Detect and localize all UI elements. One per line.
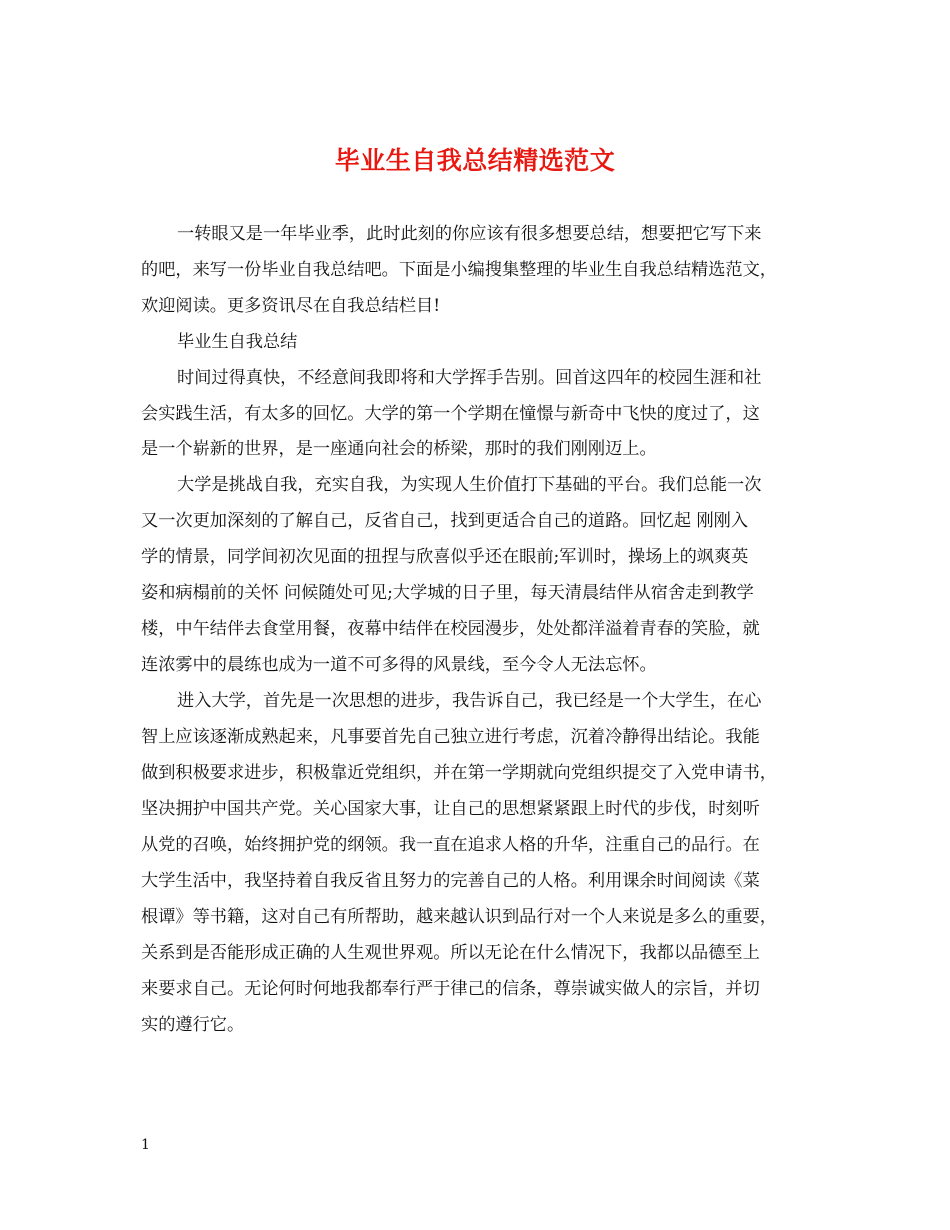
body-line: 实的遵行它。	[141, 1015, 245, 1035]
body-line: 学的情景，同学间初次见面的扭捏与欣喜似乎还在眼前;军训时，操场上的飒爽英	[141, 547, 749, 567]
body-line: 做到积极要求进步，积极靠近党组织，并在第一学期就向党组织提交了入党申请书，	[141, 763, 777, 783]
page-number: 1	[141, 1137, 150, 1153]
body-line: 智上应该逐渐成熟起来，凡事要首先自己独立进行考虑，沉着冷静得出结论。我能	[141, 727, 760, 747]
body-line: 楼，中午结伴去食堂用餐，夜幕中结伴在校园漫步，处处都洋溢着青春的笑脸，就	[141, 619, 760, 639]
body-line: 的吧，来写一份毕业自我总结吧。下面是小编搜集整理的毕业生自我总结精选范文，	[141, 260, 777, 280]
body-line: 时间过得真快，不经意间我即将和大学挥手告别。回首这四年的校园生涯和社	[177, 368, 762, 388]
body-line: 姿和病榻前的关怀 问候随处可见;大学城的日子里，每天清晨结伴从宿舍走到教学	[141, 583, 754, 603]
body-line: 会实践生活，有太多的回忆。大学的第一个学期在憧憬与新奇中飞快的度过了，这	[141, 404, 760, 424]
body-line: 大学生活中，我坚持着自我反省且努力的完善自己的人格。利用课余时间阅读《菜	[141, 871, 760, 891]
body-line: 根谭》等书籍，这对自己有所帮助，越来越认识到品行对一个人来说是多么的重要，	[141, 907, 777, 927]
body-line: 一转眼又是一年毕业季，此时此刻的你应该有很多想要总结，想要把它写下来	[177, 224, 762, 244]
body-line: 连浓雾中的晨练也成为一道不可多得的风景线，至今令人无法忘怀。	[141, 655, 657, 675]
body-line: 来要求自己。无论何时何地我都奉行严于律己的信条，尊崇诚实做人的宗旨，并切	[141, 979, 760, 999]
section-heading: 毕业生自我总结	[177, 332, 298, 352]
document-title: 毕业生自我总结精选范文	[334, 146, 616, 175]
body-line: 大学是挑战自我，充实自我，为实现人生价值打下基础的平台。我们总能一次	[177, 475, 762, 495]
body-line: 坚决拥护中国共产党。关心国家大事，让自己的思想紧紧跟上时代的步伐，时刻听	[141, 799, 760, 819]
body-line: 欢迎阅读。更多资讯尽在自我总结栏目!	[141, 296, 441, 316]
body-line: 从党的召唤，始终拥护党的纲领。我一直在追求人格的升华，注重自己的品行。在	[141, 835, 760, 855]
body-line: 关系到是否能形成正确的人生观世界观。所以无论在什么情况下，我都以品德至上	[141, 943, 760, 963]
body-line: 进入大学，首先是一次思想的进步，我告诉自己，我已经是一个大学生，在心	[177, 691, 762, 711]
body-line: 是一个崭新的世界，是一座通向社会的桥梁，那时的我们刚刚迈上。	[141, 439, 657, 459]
body-line: 又一次更加深刻的了解自己，反省自己，找到更适合自己的道路。回忆起 刚刚入	[141, 511, 749, 531]
